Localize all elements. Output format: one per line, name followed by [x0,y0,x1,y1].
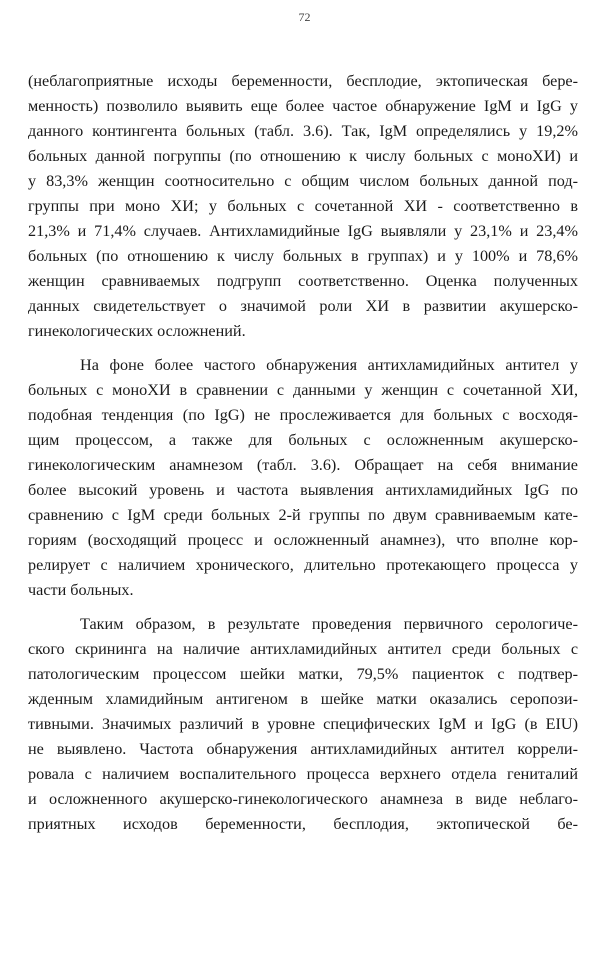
text-line: жденным хламидийным антигеном в шейке матки оказались серопози- [28,690,578,708]
text-line: ского скрининга на наличие антихламидийных антител среди больных с [28,640,578,658]
text-line: данного контингента больных (табл. 3.6). Так, IgM определялись у 19,2% [28,122,578,140]
paragraph-3 [28,612,578,837]
text-line: патологическим процессом шейки матки, 79,5% пациенток с подтвер- [28,665,578,683]
text-line: (неблагоприятные исходы беременности, бесплодие, эктопическая бере- [28,72,578,90]
text-line: релирует с наличием хронического, длительно протекающего процесса у [28,556,578,574]
text-line: и осложненного акушерско-гинекологического анамнеза в виде неблаго- [28,790,578,808]
text-line: больных с моноХИ в сравнении с данными у женщин с сочетанной ХИ, [28,381,578,399]
body-text [28,69,578,837]
text-line: части больных. [28,581,134,599]
text-line: данных свидетельствует о значимой роли ХИ в развитии акушерско- [28,297,578,315]
page-number: 72 [298,10,311,24]
text-line: щим процессом, а также для больных с осложненным акушерско- [28,431,578,449]
text-line: гинекологических осложнений. [28,322,246,340]
paragraph-2 [28,353,578,603]
text-line: более высокий уровень и частота выявления антихламидийных IgG по [28,481,578,499]
text-line: 21,3% и 71,4% случаев. Антихламидийные IgG выявляли у 23,1% и 23,4% [28,222,578,240]
text-line: гориям (восходящий процесс и осложненный анамнез), что вполне кор- [28,531,578,549]
text-line: тивными. Значимых различий в уровне специфических IgM и IgG (в EIU) [28,715,578,733]
paragraph-1 [28,69,578,344]
text-line: приятных исходов беременности, бесплодия, эктопической бе- [28,815,578,833]
text-line: менность) позволило выявить еще более частое обнаружение IgM и IgG у [28,97,578,115]
text-line: женщин сравниваемых подгрупп соответственно. Оценка полученных [28,272,578,290]
text-line: сравнению с IgM среди больных 2-й группы по двум сравниваемым кате- [28,506,578,524]
text-line: больных (по отношению к числу больных в группах) и у 100% и 78,6% [28,247,578,265]
text-line: больных данной погруппы (по отношению к числу больных с моноХИ) и [28,147,578,165]
text-line: гинекологическим анамнезом (табл. 3.6). Обращает на себя внимание [28,456,578,474]
text-line: не выявлено. Частота обнаружения антихламидийных антител коррели- [28,740,578,758]
text-line: Таким образом, в результате проведения первичного серологиче- [80,615,578,633]
text-line: у 83,3% женщин соотносительно с общим числом больных данной под- [28,172,578,190]
text-line: подобная тенденция (по IgG) не прослеживается для больных с восходя- [28,406,578,424]
text-line: На фоне более частого обнаружения антихламидийных антител у [80,356,578,374]
text-line: ровала с наличием воспалительного процесса верхнего отдела гениталий [28,765,578,783]
text-line: группы при моно ХИ; у больных с сочетанной ХИ - соответственно в [28,197,578,215]
